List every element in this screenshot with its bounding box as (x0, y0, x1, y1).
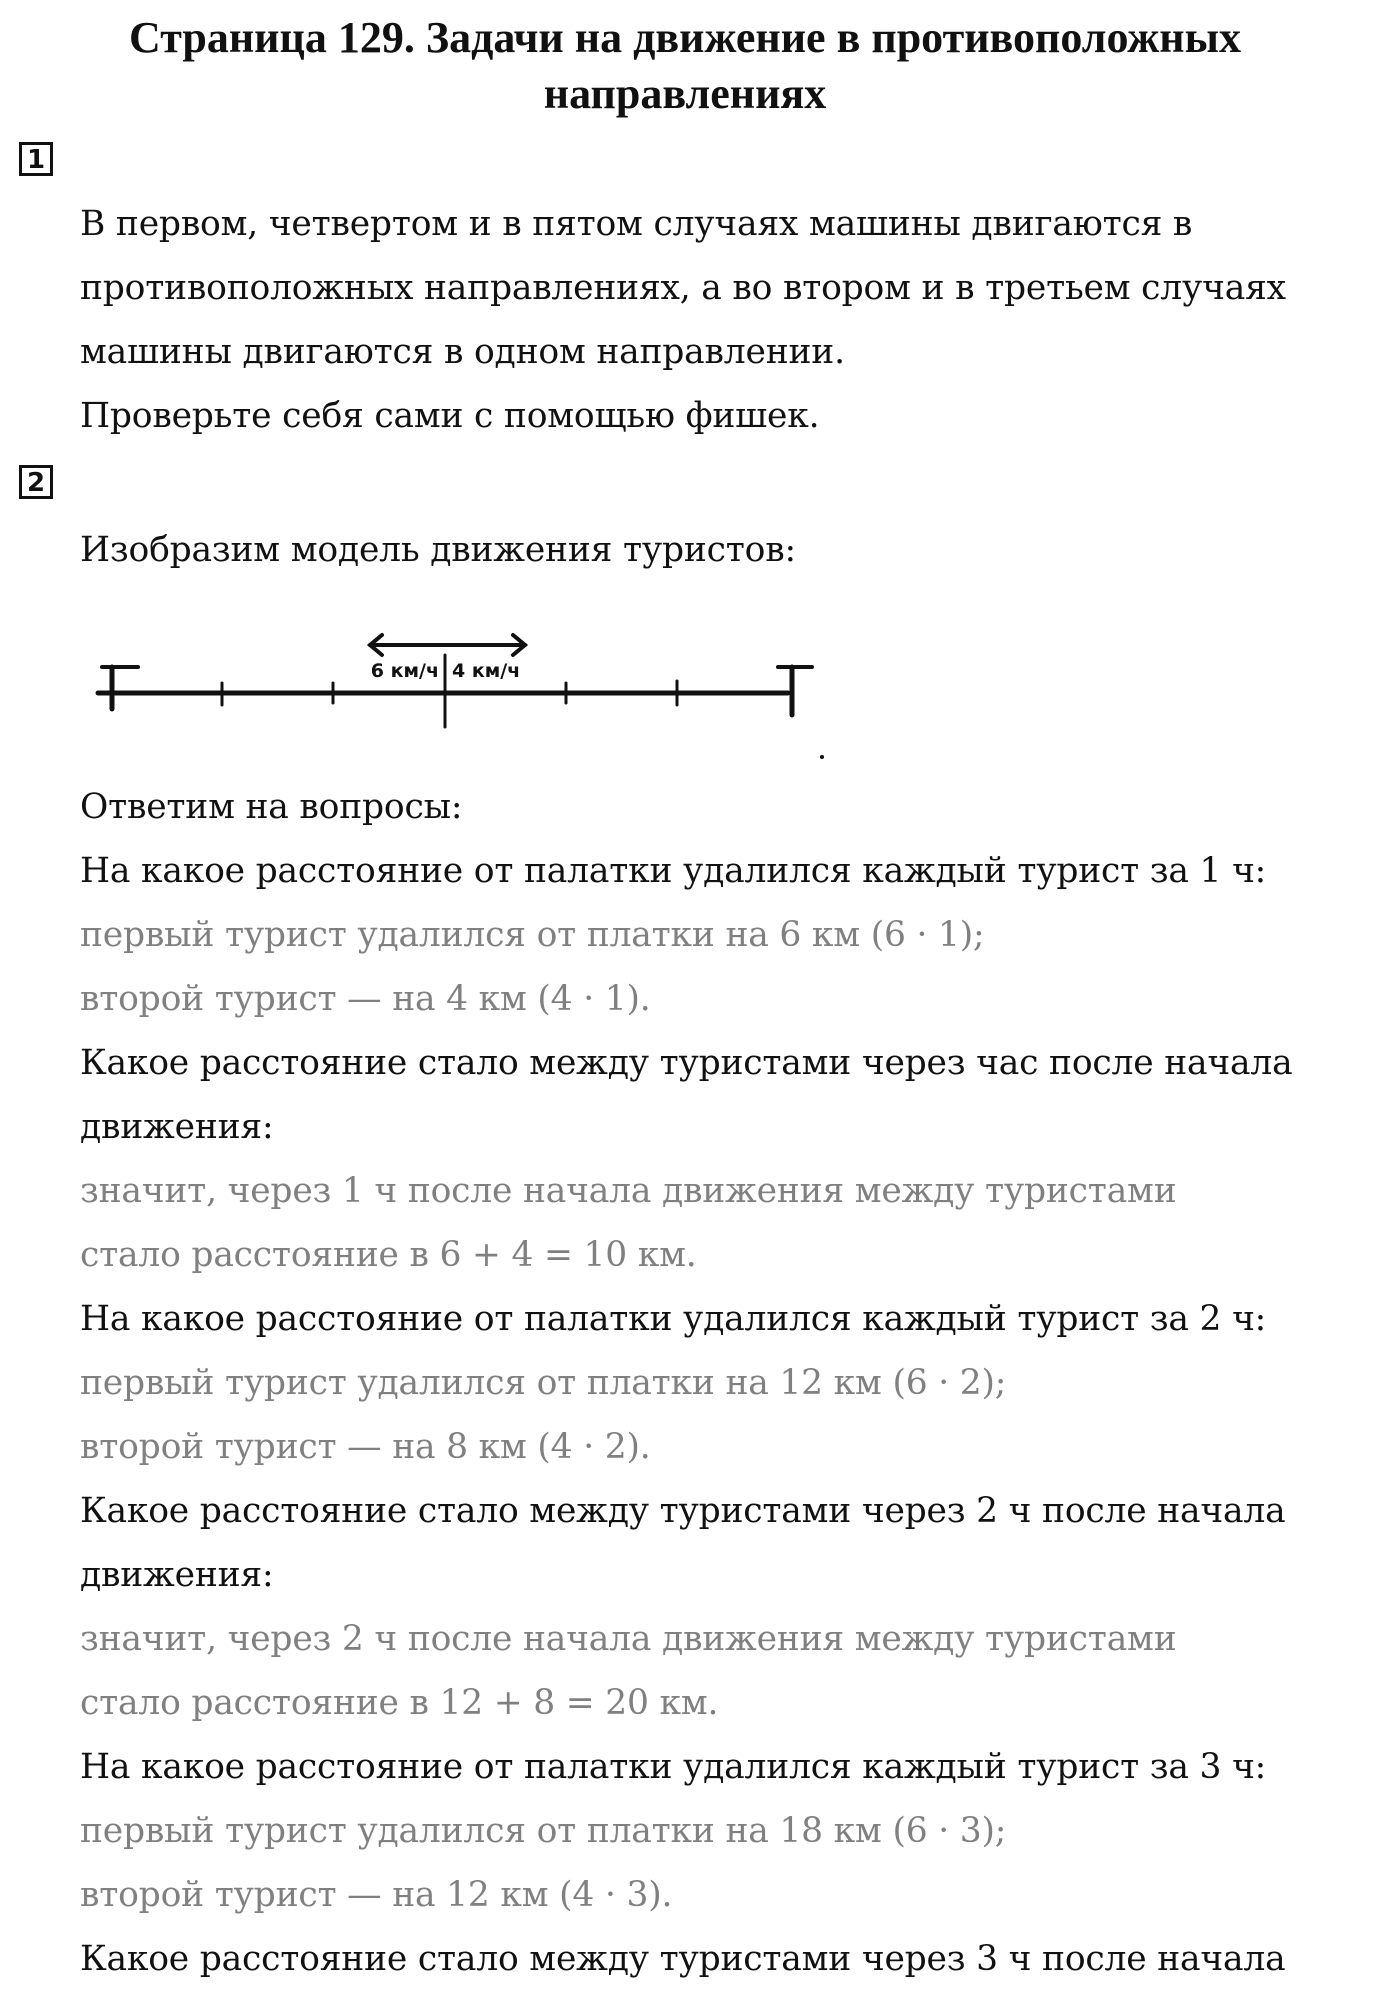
answer-line: второй турист — на 8 км (4 · 2). (80, 1427, 651, 1467)
question-line: Какое расстояние стало между туристами через 3 ч после начала (80, 1939, 1286, 1979)
answer-line: второй турист — на 12 км (4 · 3). (80, 1875, 673, 1915)
answer-line: значит, через 2 ч после начала движения между туристами (80, 1619, 1177, 1659)
task-number-1: 1 (19, 142, 53, 176)
answer-line: значит, через 1 ч после начала движения между туристами (80, 1171, 1177, 1211)
intro-line: Изобразим модель движения туристов: (80, 530, 796, 570)
question-line: Какое расстояние стало между туристами через час после начала (80, 1043, 1293, 1083)
question-line: движения: (80, 1107, 274, 1147)
answer-line: первый турист удалился от платки на 12 км (6 · 2); (80, 1363, 1007, 1403)
answer-line: стало расстояние в 6 + 4 = 10 км. (80, 1235, 697, 1275)
text-line: противоположных направлениях, а во втором и в третьем случаях (80, 268, 1286, 308)
answer-line: второй турист — на 4 км (4 · 1). (80, 979, 651, 1019)
task-1-text (80, 192, 1380, 448)
answer-line: первый турист удалился от платки на 18 км (6 · 3); (80, 1811, 1007, 1851)
answer-line: стало расстояние в 12 + 8 = 20 км. (80, 1683, 719, 1723)
text-line: машины двигаются в одном направлении. (80, 332, 845, 372)
answer-line: первый турист удалился от платки на 6 км (6 · 1); (80, 915, 985, 955)
question-line: движения: (80, 1555, 274, 1595)
task-2-qa (80, 775, 1380, 1991)
page-title: Страница 129. Задачи на движение в противоположных направлениях (129, 13, 1241, 118)
task-2-intro (80, 518, 1380, 582)
question-line: Какое расстояние стало между туристами через 2 ч после начала (80, 1491, 1286, 1531)
right-speed-label: 4 км/ч (452, 660, 521, 682)
question-line: На какое расстояние от палатки удалился каждый турист за 3 ч: (80, 1747, 1267, 1787)
text-line: Проверьте себя сами с помощью фишек. (80, 396, 820, 436)
tourist-motion-diagram (80, 615, 840, 765)
task-number-2: 2 (19, 465, 53, 499)
question-line: Ответим на вопросы: (80, 787, 463, 827)
question-line: На какое расстояние от палатки удалился каждый турист за 1 ч: (80, 851, 1267, 891)
question-line: На какое расстояние от палатки удалился каждый турист за 2 ч: (80, 1299, 1267, 1339)
stray-dot (820, 755, 824, 759)
left-speed-label: 6 км/ч (370, 660, 439, 682)
text-line: В первом, четвертом и в пятом случаях машины двигаются в (80, 204, 1193, 244)
